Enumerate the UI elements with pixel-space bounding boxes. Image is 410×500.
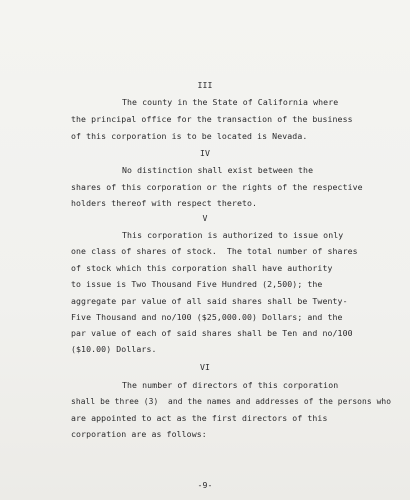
section-iv-line-3: holders thereof with respect thereto. — [71, 198, 258, 208]
section-heading-iv: IV — [199, 148, 211, 158]
section-vi-line-3: are appointed to act as the first directors of this — [71, 413, 328, 423]
section-vi-line-1: The number of directors of this corporation — [122, 380, 339, 390]
section-v-line-7: par value of each of said shares shall be Ten and no/100 — [71, 328, 353, 338]
section-iii-line-3: of this corporation is to be located is Nevada. — [71, 131, 308, 141]
section-iv-line-1: No distinction shall exist between the — [122, 165, 314, 175]
section-heading-iii: III — [197, 80, 213, 90]
section-v-line-8: ($10.00) Dollars. — [71, 344, 157, 354]
page-number: -9- — [197, 480, 213, 490]
section-iii-line-2: the principal office for the transaction of the business — [71, 114, 353, 124]
section-v-line-1: This corporation is authorized to issue only — [122, 230, 344, 240]
section-iii-line-1: The county in the State of California where — [122, 97, 339, 107]
section-heading-v: V — [202, 213, 208, 223]
section-v-line-4: to issue is Two Thousand Five Hundred (2,500); the — [71, 279, 323, 289]
section-vi-line-2: shall be three (3) and the names and addresses of the persons who — [71, 397, 392, 406]
section-v-line-5: aggregate par value of all said shares shall be Twenty- — [71, 296, 348, 306]
section-v-line-6: Five Thousand and no/100 ($25,000.00) Dollars; and the — [71, 312, 343, 322]
section-vi-line-4: corporation are as follows: — [71, 429, 207, 439]
section-v-line-2: one class of shares of stock. The total number of shares — [71, 246, 358, 256]
section-v-line-3: of stock which this corporation shall have authority — [71, 263, 333, 273]
section-iv-line-2: shares of this corporation or the rights of the respective — [71, 182, 363, 192]
section-heading-vi: VI — [199, 362, 211, 372]
